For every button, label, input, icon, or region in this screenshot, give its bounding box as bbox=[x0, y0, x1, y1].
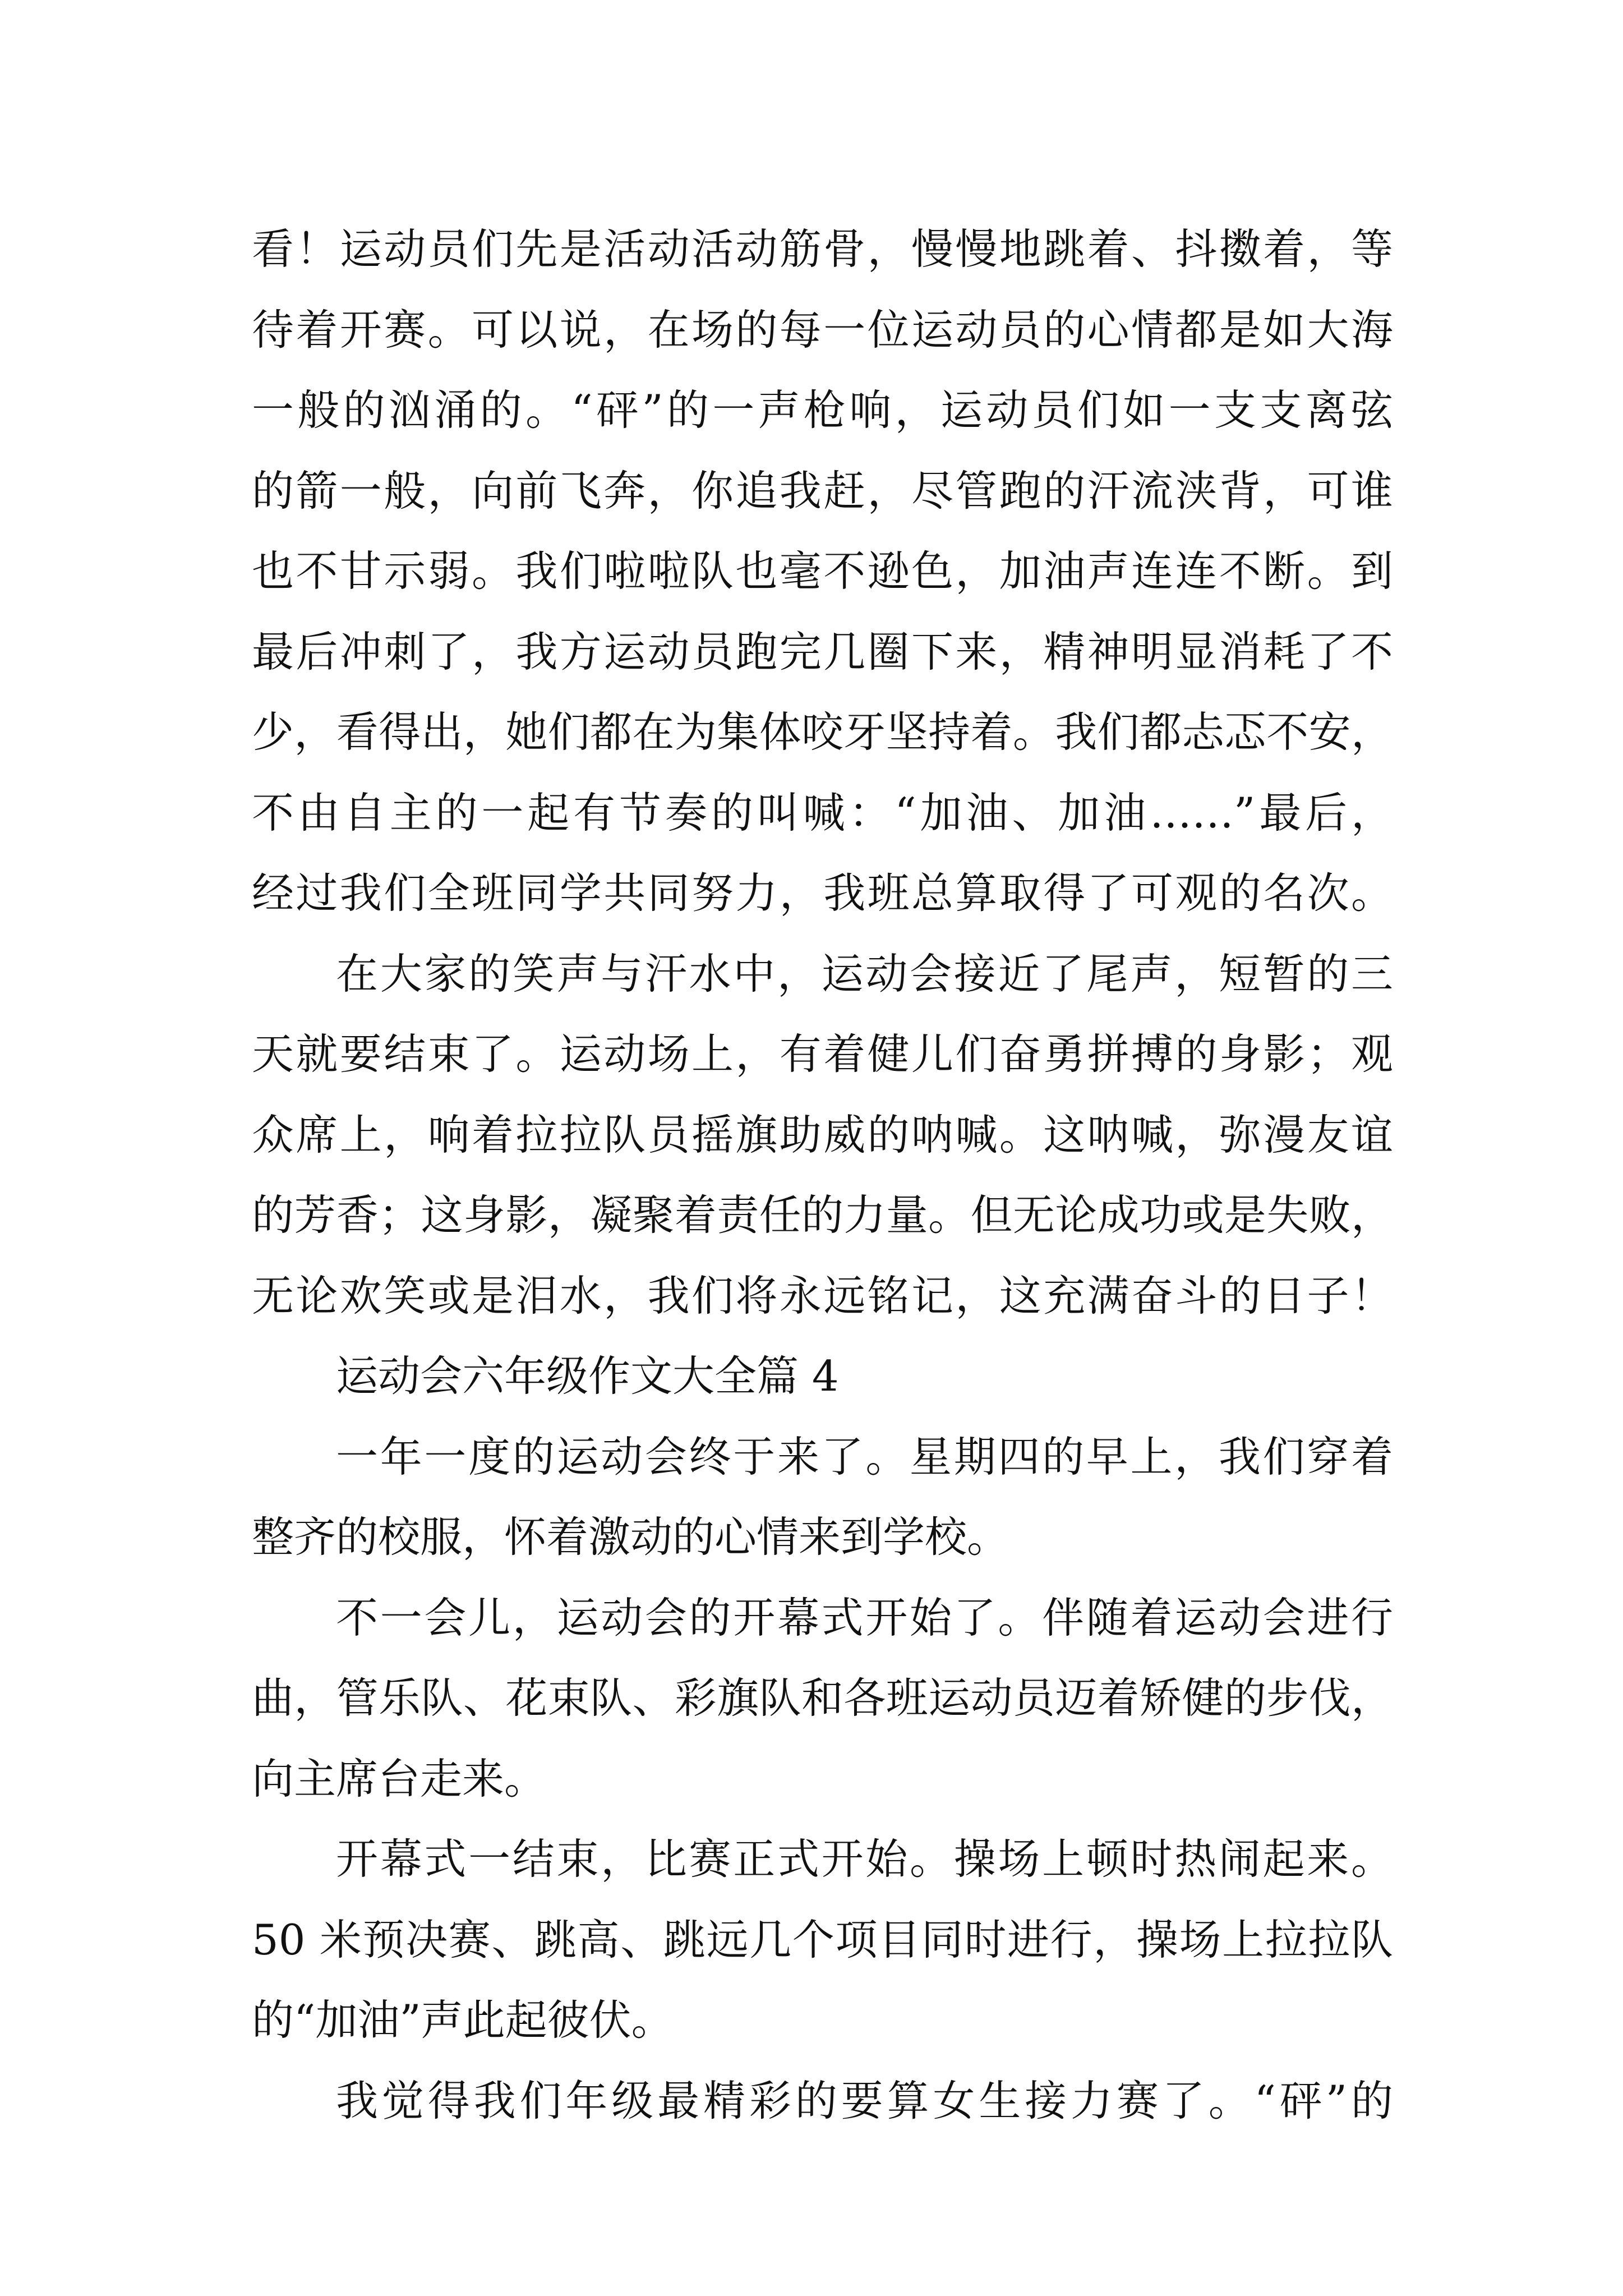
text-line: 待着开赛。可以说，在场的每一位运动员的心情都是如大海 bbox=[252, 305, 1393, 355]
text-line: 少，看得出，她们都在为集体咬牙坚持着。我们都忐忑不安， bbox=[252, 707, 1393, 757]
text-line: 在大家的笑声与汗水中，运动会接近了尾声，短暂的三 bbox=[336, 949, 1393, 999]
text-line: 不一会儿，运动会的开幕式开始了。伴随着运动会进行 bbox=[336, 1593, 1393, 1642]
text-line: 也不甘示弱。我们啦啦队也毫不逊色，加油声连连不断。到 bbox=[252, 546, 1393, 596]
text-line: 众席上，响着拉拉队员摇旗助威的呐喊。这呐喊，弥漫友谊 bbox=[252, 1110, 1393, 1159]
text-line: 看！运动员们先是活动活动筋骨，慢慢地跳着、抖擞着，等 bbox=[252, 224, 1393, 274]
text-line: 无论欢笑或是泪水，我们将永远铭记，这充满奋斗的日子！ bbox=[252, 1271, 1393, 1320]
text-line: 一年一度的运动会终于来了。星期四的早上，我们穿着 bbox=[336, 1432, 1393, 1481]
text-line: 的芳香；这身影，凝聚着责任的力量。但无论成功或是失败， bbox=[252, 1190, 1393, 1240]
text-line: 的“加油”声此起彼伏。 bbox=[252, 1995, 674, 2045]
section-heading: 运动会六年级作文大全篇 4 bbox=[336, 1351, 839, 1401]
text-line: 开幕式一结束，比赛正式开始。操场上顿时热闹起来。 bbox=[336, 1834, 1393, 1884]
text-line: 向主席台走来。 bbox=[252, 1754, 547, 1803]
text-line: 经过我们全班同学共同努力，我班总算取得了可观的名次。 bbox=[252, 868, 1393, 918]
text-line: 天就要结束了。运动场上，有着健儿们奋勇拼搏的身影；观 bbox=[252, 1029, 1393, 1079]
text-line: 整齐的校服，怀着激动的心情来到学校。 bbox=[252, 1512, 1009, 1562]
text-line: 的箭一般，向前飞奔，你追我赶，尽管跑的汗流浃背，可谁 bbox=[252, 466, 1393, 516]
text-line: 50 米预决赛、跳高、跳远几个项目同时进行，操场上拉拉队 bbox=[252, 1915, 1393, 1964]
text-line: 不由自主的一起有节奏的叫喊：“加油、加油……”最后， bbox=[252, 788, 1393, 838]
article-body bbox=[252, 209, 1393, 2141]
text-line: 曲，管乐队、花束队、彩旗队和各班运动员迈着矫健的步伐， bbox=[252, 1673, 1393, 1723]
text-line: 一般的汹涌的。“砰”的一声枪响，运动员们如一支支离弦 bbox=[252, 385, 1393, 435]
text-line: 最后冲刺了，我方运动员跑完几圈下来，精神明显消耗了不 bbox=[252, 627, 1393, 677]
text-line: 我觉得我们年级最精彩的要算女生接力赛了。“砰”的 bbox=[336, 2076, 1393, 2125]
